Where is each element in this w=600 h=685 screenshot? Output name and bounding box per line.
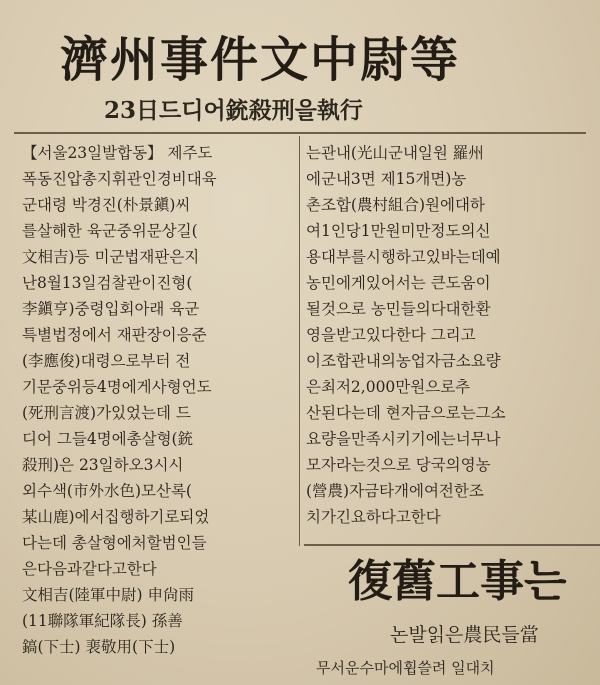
text-line: 李鎭亨)중령입회아래 육군: [22, 300, 200, 318]
next-article-headline: 復舊工事는: [348, 556, 567, 607]
next-article-subhead: 논발읽은農民들當: [390, 624, 539, 646]
text-line: 폭동진압총지휘관인경비대육: [22, 170, 217, 188]
text-line: 某山鹿)에서집행하기로되었: [22, 508, 210, 526]
text-line: 외수색(市外水色)모산록(: [22, 482, 192, 500]
text-line: 치가긴요하다고한다: [306, 508, 441, 526]
left-column: [22, 140, 294, 660]
text-line: 은최저2,000만원으로추: [306, 378, 471, 396]
text-line: (李應俊)대령으로부터 전: [22, 352, 191, 370]
text-line: 文相吉(陸軍中尉) 申尙雨: [22, 586, 195, 604]
text-line: 특별법정에서 재판장이응준: [22, 326, 207, 344]
text-line: 난8월13일검찰관이진형(: [22, 274, 193, 292]
text-line: (11聯隊軍紀隊長) 孫善: [22, 612, 183, 630]
text-line: 영을받고있다한다 그리고: [306, 326, 476, 344]
text-line: 文相吉)등 미군법재판은지: [22, 248, 200, 266]
right-column: [306, 140, 588, 530]
text-line: (死刑言渡)가있었는데 드: [22, 404, 191, 422]
top-rule: [14, 132, 586, 134]
section-rule: [304, 544, 600, 546]
text-line: 이조합관내의농업자금소요량: [306, 352, 501, 370]
article-headline: 濟州事件文中尉等: [60, 32, 461, 88]
text-line: 농민에게있어서는 큰도움이: [306, 274, 491, 292]
text-line: 를살해한 육군중위문상길(: [22, 222, 198, 240]
next-article-text-line: 무서운수마에휩쓸려 일대치: [316, 659, 495, 677]
text-line: 디어 그들4명에총살형(銃: [22, 430, 194, 448]
text-line: 에군내3면 제15개면)농: [306, 170, 467, 188]
text-line: 요량을만족시키기에는너무나: [306, 430, 501, 448]
text-line: 촌조합(農村組合)원에대하: [306, 196, 485, 214]
text-line: 여1인당1만원미만정도의신: [306, 222, 491, 240]
text-line: 될것으로 농민들의다대한환: [306, 300, 491, 318]
article-subhead: 23日드디어銃殺刑을執行: [104, 97, 363, 124]
column-divider: [299, 136, 300, 546]
text-line: 기문중위등4명에게사형언도: [22, 378, 212, 396]
text-line: (營農)자금타개에여전한조: [306, 482, 484, 500]
text-line: 은다음과같다고한다: [22, 560, 157, 578]
text-line: 용대부를시행하고있바는데예: [306, 248, 501, 266]
text-line: 鎬(下士) 裵敬用(下士): [22, 638, 176, 656]
text-line: 【서울23일발합동】 제주도: [22, 144, 213, 162]
text-line: 는관내(光山군내일원 羅州: [306, 144, 484, 162]
text-line: 산된다는데 현자금으로는그소: [306, 404, 506, 422]
text-line: 군대령 박경진(朴景鎭)씨: [22, 196, 191, 214]
text-line: 殺刑)은 23일하오3시시: [22, 456, 184, 474]
text-line: 다는데 총살형에처할범인들: [22, 534, 207, 552]
text-line: 모자라는것으로 당국의영농: [306, 456, 491, 474]
